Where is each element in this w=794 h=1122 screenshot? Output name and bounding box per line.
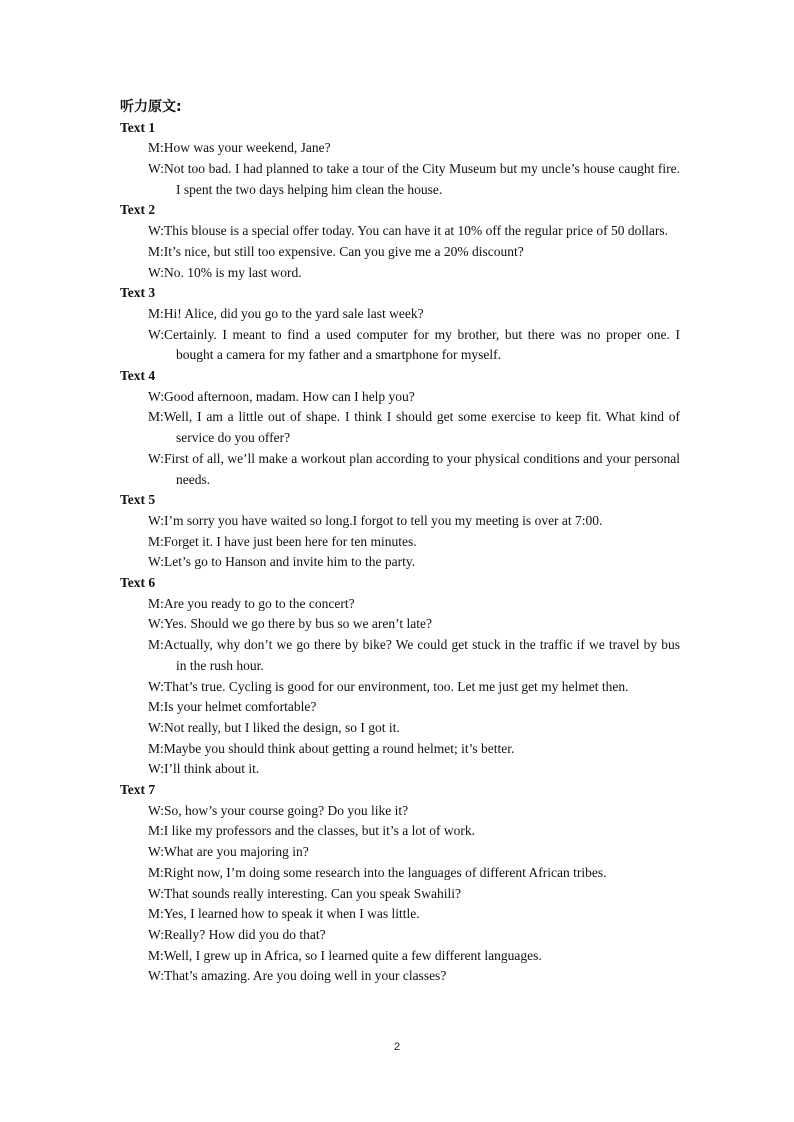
speaker-label: M: bbox=[148, 595, 164, 611]
dialogue-line bbox=[120, 697, 680, 718]
utterance-text: Well, I am a little out of shape. I think I should get some exercise to keep fit. What kind of service do you offer? bbox=[163, 409, 680, 446]
utterance-text: It’s nice, but still too expensive. Can you give me a 20% discount? bbox=[163, 243, 524, 259]
dialogue-line bbox=[120, 552, 680, 573]
section-title: Text 2 bbox=[120, 202, 156, 218]
speaker-label: W: bbox=[148, 161, 164, 177]
speaker-label: W: bbox=[148, 450, 164, 466]
utterance-text: No. 10% is my last word. bbox=[164, 264, 302, 280]
utterance-text: Let’s go to Hanson and invite him to the party. bbox=[164, 554, 416, 570]
dialogue-line bbox=[120, 635, 680, 676]
utterance-text: What are you majoring in? bbox=[164, 844, 309, 860]
dialogue-line bbox=[120, 138, 680, 159]
speaker-label: M: bbox=[148, 243, 164, 259]
speaker-label: W: bbox=[148, 927, 164, 942]
utterance-text: Really? How did you do that? bbox=[164, 927, 326, 942]
speaker-label: M: bbox=[148, 906, 164, 922]
utterance-text: I like my professors and the classes, but it’s a lot of work. bbox=[163, 823, 475, 839]
dialogue-line bbox=[120, 884, 680, 905]
dialogue-line bbox=[120, 221, 680, 242]
dialogue-line bbox=[120, 304, 680, 325]
speaker-label: W: bbox=[148, 223, 164, 239]
dialogue-line bbox=[120, 511, 680, 532]
utterance-text: Good afternoon, madam. How can I help you? bbox=[164, 388, 415, 404]
dialogue-line bbox=[120, 821, 680, 842]
utterance-text: Well, I grew up in Africa, so I learned quite a few different languages. bbox=[163, 947, 542, 963]
dialogue-line bbox=[120, 718, 680, 739]
section-title: Text 1 bbox=[120, 119, 156, 135]
speaker-label: W: bbox=[148, 761, 164, 777]
speaker-label: M: bbox=[148, 823, 164, 839]
speaker-label: W: bbox=[148, 388, 164, 404]
dialogue-line bbox=[120, 739, 680, 760]
speaker-label: W: bbox=[148, 678, 164, 694]
speaker-label: W: bbox=[148, 885, 164, 901]
dialogue-line bbox=[120, 407, 680, 448]
section-title: Text 3 bbox=[120, 285, 156, 301]
section-title: Text 6 bbox=[120, 575, 156, 591]
section-title: Text 5 bbox=[120, 492, 156, 508]
dialogue-line bbox=[120, 801, 680, 822]
dialogue-line bbox=[120, 966, 680, 987]
speaker-label: M: bbox=[148, 864, 164, 880]
speaker-label: W: bbox=[148, 616, 164, 632]
utterance-text: Forget it. I have just been here for ten minutes. bbox=[163, 533, 417, 549]
speaker-label: M: bbox=[148, 699, 164, 715]
speaker-label: M: bbox=[148, 409, 164, 425]
utterance-text: First of all, we’ll make a workout plan according to your physical conditions and your personal needs. bbox=[164, 450, 680, 487]
dialogue-line bbox=[120, 159, 680, 200]
dialogue-line bbox=[120, 677, 680, 698]
speaker-label: M: bbox=[148, 947, 164, 963]
utterance-text: Hi! Alice, did you go to the yard sale last week? bbox=[163, 305, 424, 321]
utterance-text: Are you ready to go to the concert? bbox=[163, 595, 355, 611]
dialogue-line bbox=[120, 759, 680, 780]
speaker-label: W: bbox=[148, 512, 164, 528]
speaker-label: W: bbox=[148, 264, 164, 280]
speaker-label: M: bbox=[148, 740, 164, 756]
page-heading: 听力原文: bbox=[120, 99, 182, 115]
speaker-label: W: bbox=[148, 968, 164, 984]
dialogue-line bbox=[120, 594, 680, 615]
utterance-text: Not too bad. I had planned to take a tour of the City Museum but my uncle’s house caught fire. I spent the two days helping him clean the house. bbox=[164, 161, 680, 197]
dialogue-line bbox=[120, 842, 680, 863]
transcript-document bbox=[120, 97, 680, 987]
utterance-text: Yes. Should we go there by bus so we aren’t late? bbox=[164, 616, 432, 632]
speaker-label: W: bbox=[148, 554, 164, 570]
dialogue-line bbox=[120, 532, 680, 553]
section-title: Text 4 bbox=[120, 368, 156, 384]
dialogue-line bbox=[120, 325, 680, 366]
dialogue-line bbox=[120, 946, 680, 967]
utterance-text: That’s amazing. Are you doing well in your classes? bbox=[164, 968, 447, 984]
utterance-text: This blouse is a special offer today. You can have it at 10% off the regular price of 50 dollars. bbox=[164, 223, 668, 239]
utterance-text: Yes, I learned how to speak it when I was little. bbox=[163, 906, 420, 922]
speaker-label: W: bbox=[148, 844, 164, 860]
utterance-text: How was your weekend, Jane? bbox=[163, 140, 331, 156]
dialogue-line bbox=[120, 242, 680, 263]
dialogue-line bbox=[120, 263, 680, 284]
page-number: 2 bbox=[393, 1041, 401, 1053]
speaker-label: M: bbox=[148, 637, 164, 653]
utterance-text: That sounds really interesting. Can you speak Swahili? bbox=[164, 885, 461, 901]
utterance-text: So, how’s your course going? Do you like it? bbox=[164, 802, 409, 818]
utterance-text: Not really, but I liked the design, so I got it. bbox=[164, 719, 400, 735]
speaker-label: M: bbox=[148, 140, 164, 156]
utterance-text: That’s true. Cycling is good for our environment, too. Let me just get my helmet then. bbox=[164, 678, 629, 694]
utterance-text: Certainly. I meant to find a used computer for my brother, but there was no proper one. I bought a camera for my father and a smartphone for myself. bbox=[164, 326, 680, 363]
utterance-text: I’m sorry you have waited so long.I forgot to tell you my meeting is over at 7:00. bbox=[164, 512, 603, 528]
dialogue-line bbox=[120, 904, 680, 925]
dialogue-line bbox=[120, 614, 680, 635]
utterance-text: Actually, why don’t we go there by bike? We could get stuck in the traffic if we travel by bus in the rush hour. bbox=[163, 637, 680, 673]
dialogue-line bbox=[120, 863, 680, 884]
dialogue-line bbox=[120, 387, 680, 408]
speaker-label: W: bbox=[148, 326, 164, 342]
dialogue-line bbox=[120, 449, 680, 490]
speaker-label: W: bbox=[148, 719, 164, 735]
speaker-label: M: bbox=[148, 305, 164, 321]
speaker-label: W: bbox=[148, 802, 164, 818]
utterance-text: Maybe you should think about getting a round helmet; it’s better. bbox=[163, 740, 515, 756]
transcript-sections bbox=[120, 118, 680, 987]
speaker-label: M: bbox=[148, 533, 164, 549]
utterance-text: Is your helmet comfortable? bbox=[163, 699, 317, 715]
utterance-text: Right now, I’m doing some research into the languages of different African tribes. bbox=[163, 864, 607, 880]
section-title: Text 7 bbox=[120, 782, 156, 798]
dialogue-line bbox=[120, 925, 680, 946]
utterance-text: I’ll think about it. bbox=[164, 761, 260, 777]
